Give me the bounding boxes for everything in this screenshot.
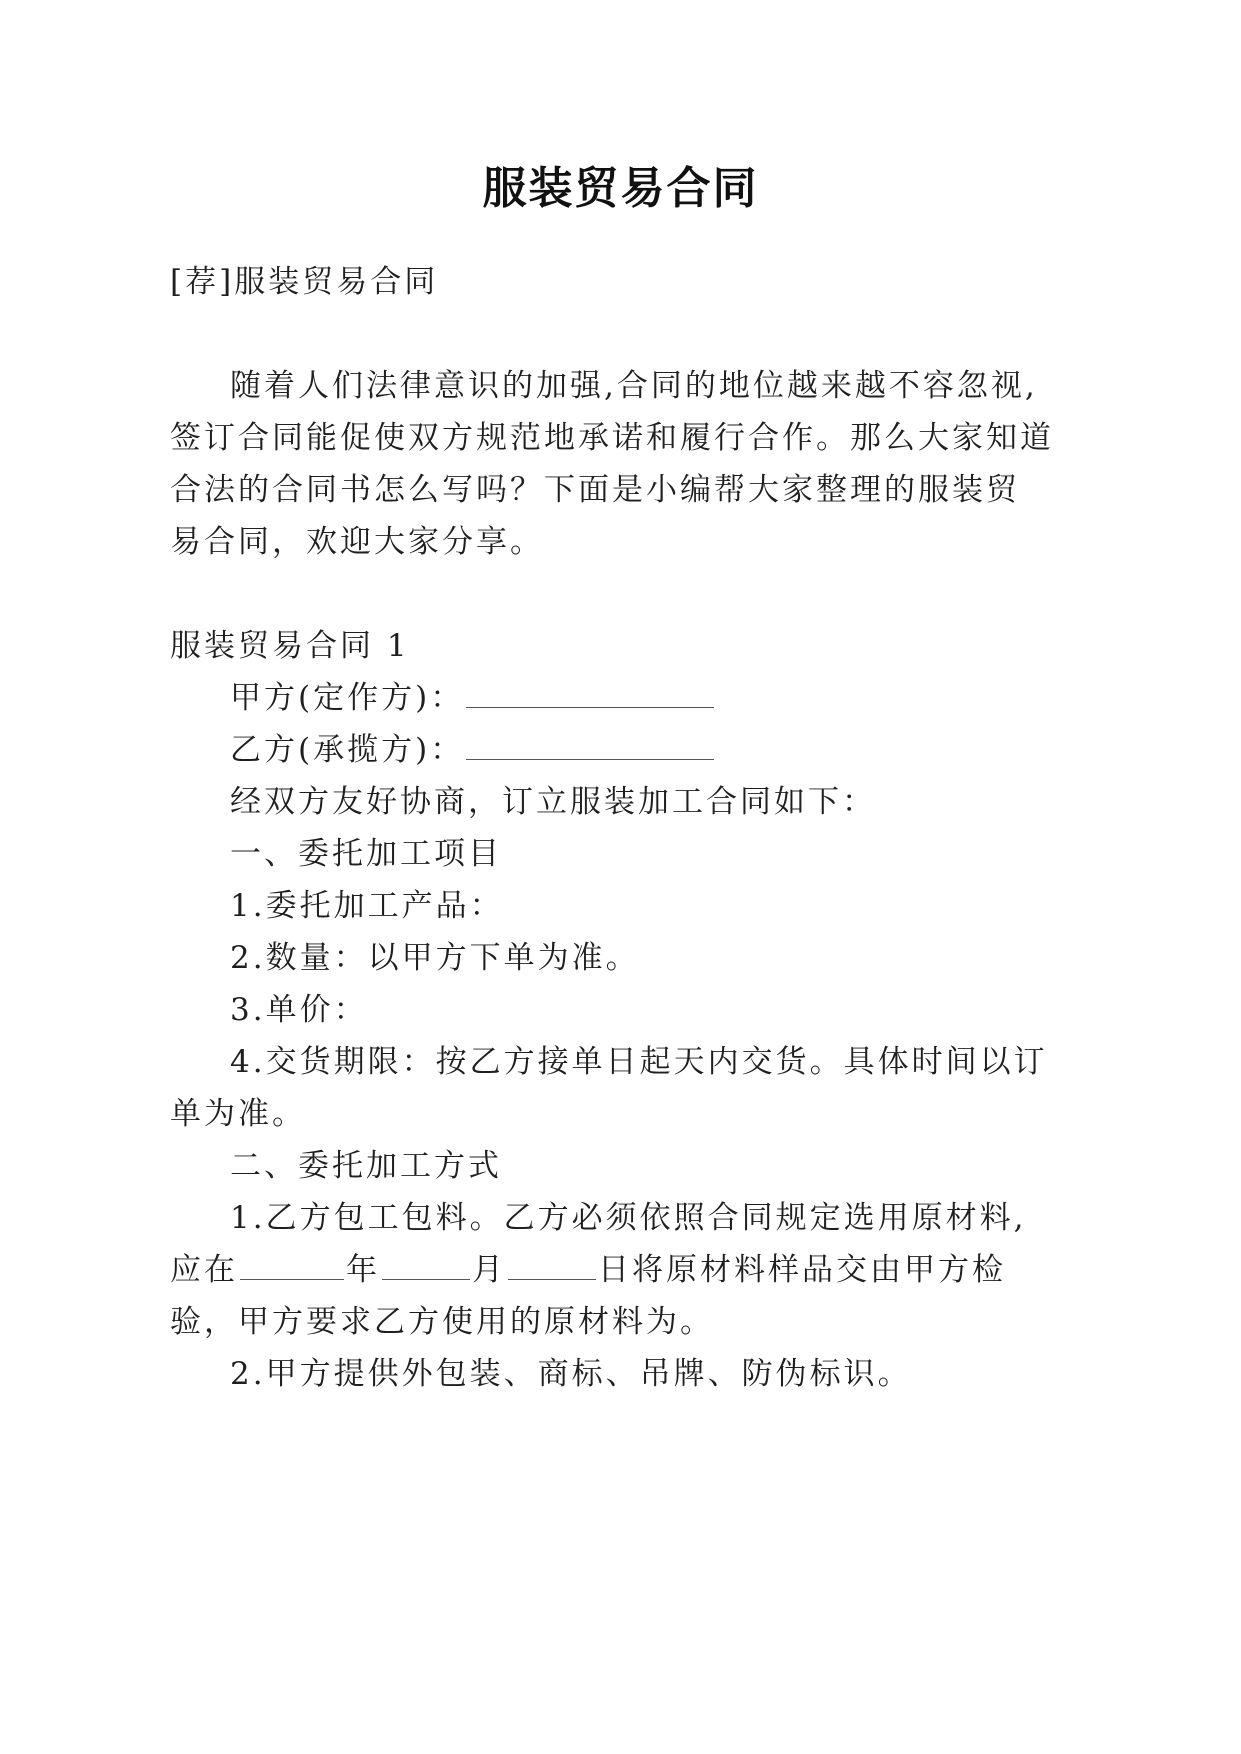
year-blank: [240, 1249, 344, 1280]
intro-line-4: 易合同，欢迎大家分享。: [170, 524, 544, 560]
section-title: 服装贸易合同 1: [170, 628, 410, 664]
party-a-label: 甲方(定作方)：: [230, 680, 465, 716]
agreement-text: 经双方友好协商，订立服装加工合同如下：: [230, 784, 876, 820]
party-b-row: [230, 728, 716, 772]
clause-2-item-2: 2.甲方提供外包装、商标、吊牌、防伪标识。: [230, 1356, 912, 1392]
clause-1-item-4-line-1: 4.交货期限：按乙方接单日起天内交货。具体时间以订: [230, 1044, 1048, 1080]
document-title: 服装贸易合同: [482, 163, 759, 214]
intro-line-3: 合法的合同书怎么写吗？下面是小编帮大家整理的服装贸: [170, 472, 1020, 508]
party-b-blank: [466, 729, 714, 760]
document-subtitle: [荐]服装贸易合同: [170, 264, 439, 300]
clause-1-item-1: 1.委托加工产品：: [230, 888, 504, 924]
clause-1-item-2: 2.数量：以甲方下单为准。: [230, 940, 640, 976]
month-label: 月: [472, 1252, 506, 1288]
clause-1-title: 一、委托加工项目: [230, 836, 502, 872]
party-a-row: [230, 676, 716, 720]
clause-2-title: 二、委托加工方式: [230, 1148, 502, 1184]
party-b-label: 乙方(承揽方)：: [230, 732, 465, 768]
intro-line-2: 签订合同能促使双方规范地承诺和履行合作。那么大家知道: [170, 420, 1054, 456]
clause-2-item-1-line-3: 验，甲方要求乙方使用的原材料为。: [170, 1304, 714, 1340]
month-blank: [382, 1249, 470, 1280]
party-a-blank: [466, 677, 714, 708]
date-prefix: 应在: [170, 1252, 238, 1288]
clause-1-item-3: 3.单价：: [230, 992, 368, 1028]
clause-2-item-1-line-2: [170, 1248, 1006, 1292]
year-label: 年: [346, 1252, 380, 1288]
clause-2-item-1-line-1: 1.乙方包工包料。乙方必须依照合同规定选用原材料,: [230, 1200, 1027, 1236]
date-suffix: 日将原材料样品交由甲方检: [598, 1252, 1006, 1288]
intro-line-1: 随着人们法律意识的加强,合同的地位越来越不容忽视,: [230, 368, 1038, 404]
clause-1-item-4-line-2: 单为准。: [170, 1096, 306, 1132]
day-blank: [508, 1249, 596, 1280]
